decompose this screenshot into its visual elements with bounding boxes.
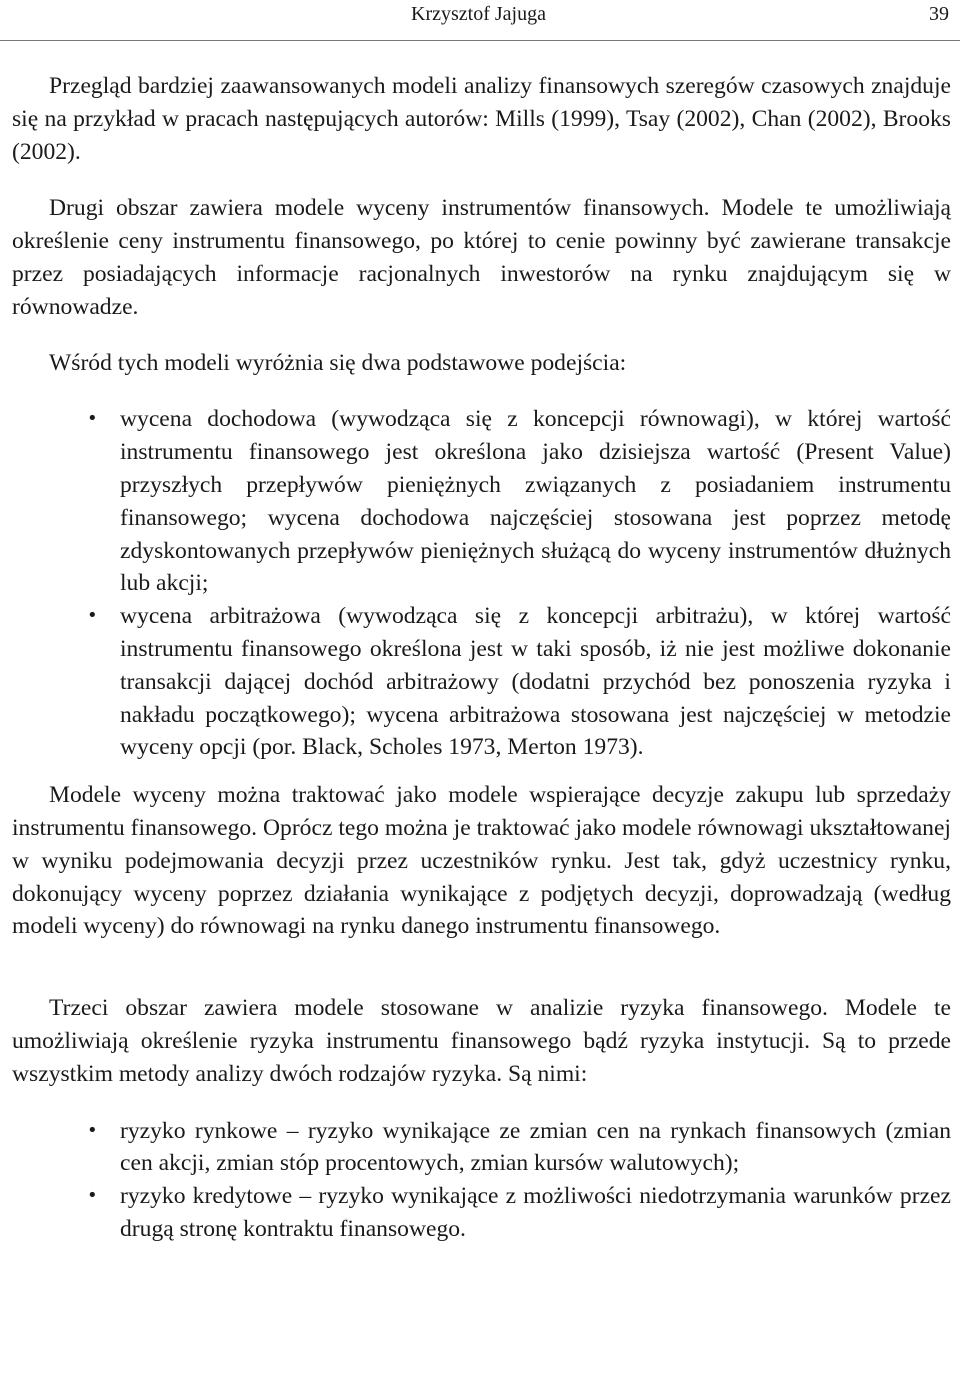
paragraph-advanced-models: Przegląd bardziej zaawansowanych modeli analizy finansowych szeregów czasowych znajduje się na przykład w pracach następujących autorów: Mills (1999), Tsay (2002), Chan (2002), Brooks (2002). [12,73,951,165]
valuation-approaches-list [12,403,951,764]
list-item-credit-risk: • ryzyko kredytowe – ryzyko wynikające z możliwości niedotrzymania warunków przez drugą stronę kontraktu finansowego. [12,1180,951,1246]
running-header-author: Krzysztof Jajuga [411,3,546,25]
list-item-market-risk: • ryzyko rynkowe – ryzyko wynikające ze zmian cen na rynkach finansowych (zmian cen akcji, zmian stóp procentowych, zmian kursów walutowych); [12,1115,951,1181]
risk-types-list [12,1115,951,1246]
paragraph-valuation-models: Drugi obszar zawiera modele wyceny instrumentów finansowych. Modele te umożliwiają określenie ceny instrumentu finansowego, po której to cenie powinny być zawierane transakcje przez posiadających informacje racjonalnych inwestorów na rynku znajdującym się w równowadze. [12,195,951,320]
paragraph-approaches-intro: Wśród tych modeli wyróżnia się dwa podstawowe podejścia: [49,349,627,376]
page-body [12,70,951,1246]
page-number: 39 [929,3,949,25]
paragraph-equilibrium-models: Modele wyceny można traktować jako modele wspierające decyzje zakupu lub sprzedaży instrumentu finansowego. Oprócz tego można je traktować jako modele równowagi ukształtowanej w wyniku podejmowania decyzji przez uczestników rynku. Jest tak, gdyż uczestnicy rynku, dokonujący wyceny poprzez działania wynikające z podjętych decyzji, doprowadzają (według modeli wyceny) do równowagi na rynku danego instrumentu finansowego. [12,782,951,940]
list-item-income-valuation: • wycena dochodowa (wywodząca się z koncepcji równowagi), w której wartość instrumentu finansowego jest określona jako dzisiejsza wartość (Present Value) przyszłych przepływów pieniężnych związanych z posiadaniem instrumentu finansowego; wycena dochodowa najczęściej stosowana jest poprzez metodę zdyskontowanych przepływów pieniężnych służącą do wyceny instrumentów dłużnych lub akcji; [12,403,951,600]
list-item-arbitrage-valuation: • wycena arbitrażowa (wywodząca się z koncepcji arbitrażu), w której wartość instrumentu finansowego określona jest w taki sposób, iż nie jest możliwe dokonanie transakcji dającej dochód arbitrażowy (dodatni przychód bez ponoszenia ryzyka i nakładu początkowego); wycena arbitrażowa stosowana jest najczęściej w metodzie wyceny opcji (por. Black, Scholes 1973, Merton 1973). [12,600,951,764]
paragraph-risk-models: Trzeci obszar zawiera modele stosowane w analizie ryzyka finansowego. Modele te umożliwiają określenie ryzyka instrumentu finansowego bądź ryzyka instytucji. Są to przede wszystkim metody analizy dwóch rodzajów ryzyka. Są nimi: [12,995,951,1087]
running-header [0,0,960,41]
